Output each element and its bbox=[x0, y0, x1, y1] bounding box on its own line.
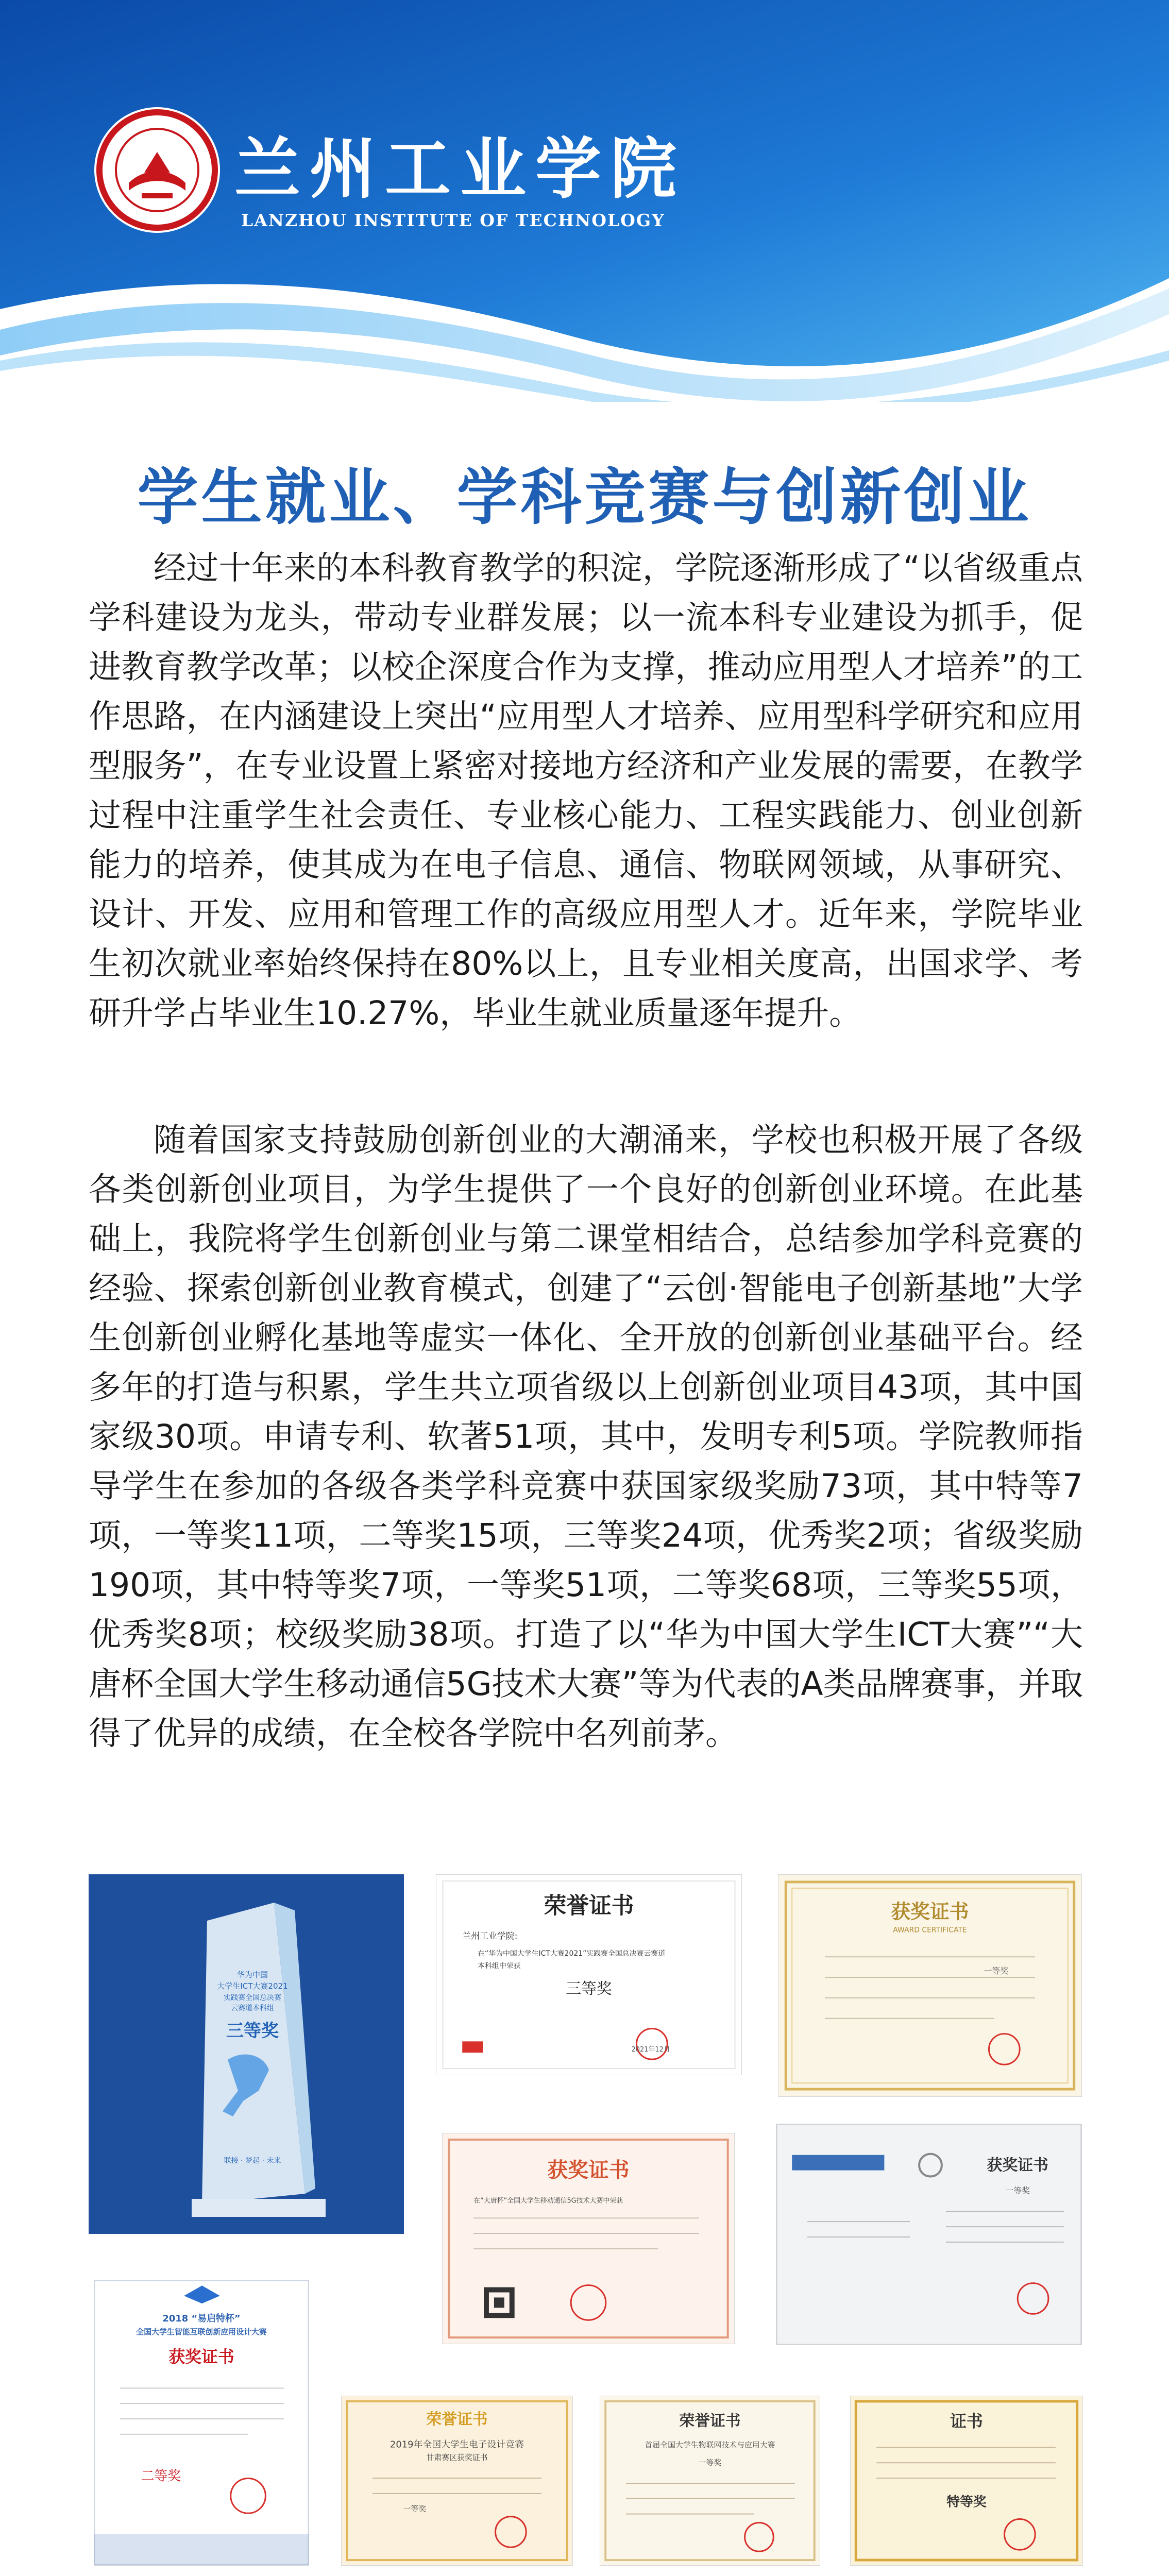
grey-award: 一等奖 bbox=[1005, 2185, 1030, 2196]
paragraph-innovation: 随着国家支持鼓励创新创业的大潮涌来，学校也积极开展了各级各类创新创业项目，为学生提供了一个良好的创新创业环境。在此基础上，我院将学生创新创业与第二课堂相结合，总结参加学科竞赛的经验、探索创新创业教育模式，创建了“云创·智能电子创新基地”大学生创新创业孵化基地等虚实一体化、全开放的创新创业基础平台。经多年的打造与积累，学生共立项省级以上创新创业项目43项，其中国家级30项。申请专利、软著51项，其中，发明专利5项。学院教师指导学生在参加的各级各类学科竞赛中获国家级奖励73项，其中特等7项，一等奖11项，二等奖15项，三等奖24项，优秀奖2项；省级奖励190项，其中特等奖7项，一等奖51项，二等奖68项，三等奖55项，优秀奖8项；校级奖励38项。打造了以“华为中国大学生ICT大赛”“大唐杯全国大学生移动通信5G技术大赛”等为代表的A类品牌赛事，并取得了优异的成绩，在全校各学院中名列前茅。 bbox=[89, 1121, 1083, 1752]
row4-heading: 证书 bbox=[950, 2412, 983, 2431]
honor-certificate-iot-photo bbox=[600, 2396, 820, 2566]
honor-recipient: 兰州工业学院: bbox=[462, 1930, 518, 1941]
blue-year: 2018 “易启特杯” bbox=[162, 2313, 241, 2324]
school-name-en: LANZHOU INSTITUTE OF TECHNOLOGY bbox=[241, 210, 665, 230]
trophy-line4: 云赛道本科组 bbox=[231, 2004, 274, 2012]
grey-heading: 获奖证书 bbox=[987, 2156, 1048, 2175]
red-body: 在“大唐杯”全国大学生移动通信5G技术大赛中荣获 bbox=[473, 2197, 623, 2205]
paragraph-employment: 经过十年来的本科教育教学的积淀，学院逐渐形成了“以省级重点学科建设为龙头，带动专业群发展；以一流本科专业建设为抓手，促进教育教学改革；以校企深度合作为支撑，推动应用型人才培养”的工作思路，在内涵建设上突出“应用型人才培养、应用型科学研究和应用型服务”，在专业设置上紧密对接地方经济和产业发展的需要，在教学过程中注重学生社会责任、专业核心能力、工程实践能力、创业创新能力的培养，使其成为在电子信息、通信、物联网领域，从事研究、设计、开发、应用和管理工作的高级应用型人才。近年来，学院毕业生初次就业率始终保持在80%以上，且专业相关度高，出国求学、考研升学占毕业生10.27%，毕业生就业质量逐年提升。 bbox=[89, 549, 1083, 1032]
trophy-award: 三等奖 bbox=[226, 2021, 279, 2041]
honor-body1: 在“华为中国大学生ICT大赛2021”实践赛全国总决赛云赛道 bbox=[478, 1950, 666, 1958]
trophy-motto: 联接 · 梦起 · 未来 bbox=[224, 2157, 281, 2165]
blue-title: 全国大学生智能互联创新应用设计大赛 bbox=[136, 2327, 267, 2336]
trophy-photo bbox=[89, 1874, 404, 2234]
honor-certificate-photo bbox=[436, 1874, 742, 2075]
row2-heading: 荣誉证书 bbox=[426, 2410, 488, 2429]
page-title: 学生就业、学科竞赛与创新创业 bbox=[137, 462, 1032, 533]
row3-title: 首届全国大学生物联网技术与应用大赛 bbox=[645, 2440, 775, 2450]
honor-body2: 本科组中荣获 bbox=[478, 1962, 521, 1971]
award-certificate-red-photo bbox=[442, 2133, 735, 2344]
award-certificate-grey-photo bbox=[776, 2124, 1082, 2345]
row3-heading: 荣誉证书 bbox=[679, 2412, 741, 2430]
award-certificate-blue-photo bbox=[94, 2280, 309, 2566]
school-name-cn: 兰州工业学院 bbox=[234, 130, 686, 208]
gold-subheading: AWARD CERTIFICATE bbox=[893, 1926, 967, 1935]
gold-award: 一等奖 bbox=[984, 1966, 1009, 1976]
honor-date: 2021年12月 bbox=[631, 2046, 670, 2054]
honor-award: 三等奖 bbox=[566, 1979, 612, 1998]
school-logo bbox=[93, 106, 222, 234]
row3-award: 一等奖 bbox=[698, 2458, 722, 2468]
honor-certificate-2019-photo bbox=[341, 2396, 573, 2566]
trophy-line3: 实践赛全国总决赛 bbox=[224, 1994, 281, 2002]
row2-award: 一等奖 bbox=[403, 2504, 427, 2514]
award-certificate-gold-photo bbox=[778, 1874, 1082, 2097]
row2-sub: 甘肃赛区获奖证书 bbox=[426, 2453, 488, 2463]
red-heading: 获奖证书 bbox=[547, 2158, 630, 2182]
trophy-line1: 华为中国 bbox=[236, 1970, 268, 1979]
row4-award: 特等奖 bbox=[946, 2494, 987, 2510]
trophy-line2: 大学生ICT大赛2021 bbox=[217, 1981, 288, 1991]
row2-title: 2019年全国大学生电子设计竞赛 bbox=[390, 2439, 524, 2450]
gold-heading: 获奖证书 bbox=[891, 1900, 969, 1923]
blue-award: 二等奖 bbox=[141, 2468, 181, 2484]
honor-heading: 荣誉证书 bbox=[544, 1892, 634, 1919]
blue-heading: 获奖证书 bbox=[168, 2347, 234, 2367]
special-award-certificate-photo bbox=[850, 2396, 1083, 2566]
